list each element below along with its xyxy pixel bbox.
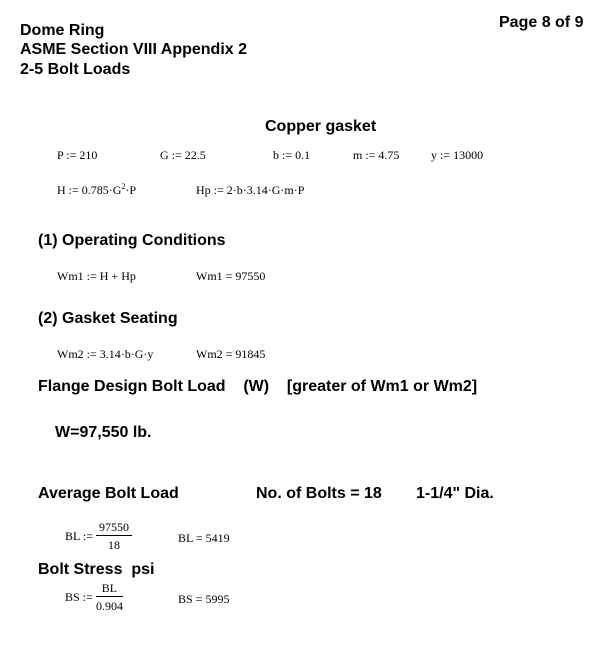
- page-number: Page 8 of 9: [499, 14, 584, 31]
- wm2-formula: Wm2 := 3.14·b·G·y: [57, 347, 154, 361]
- bolt-diameter: 1-1/4" Dia.: [416, 485, 494, 502]
- bolt-stress-heading: Bolt Stress psi: [38, 561, 155, 578]
- pressure-definition: P := 210: [57, 148, 98, 162]
- bolt-count: No. of Bolts = 18: [256, 485, 382, 502]
- bs-result: BS = 5995: [178, 592, 230, 606]
- gasket-load-formula: Hp := 2·b·3.14·G·m·P: [196, 183, 305, 197]
- bs-formula: BS := $\frac{BL}{0.904}$: [65, 581, 123, 613]
- section-heading: 2-5 Bolt Loads: [20, 61, 131, 78]
- flange-design-heading: Flange Design Bolt Load (W) [greater of Wm1 or Wm2]: [38, 378, 478, 395]
- bl-formula: BL := $\frac{97550}{18}$: [65, 520, 132, 553]
- gasket-factor-definition: m := 4.75: [353, 148, 400, 162]
- wm1-result: Wm1 = 97550: [196, 269, 266, 283]
- gasket-diameter-definition: G := 22.5: [160, 148, 206, 162]
- doc-subtitle: ASME Section VIII Appendix 2: [20, 41, 247, 58]
- gasket-title: Copper gasket: [265, 118, 377, 135]
- flange-design-load: W=97,550 lb.: [55, 424, 152, 441]
- end-force-formula: H := $0.785\cdot G^2\cdot P$: [57, 182, 137, 197]
- wm2-result: Wm2 = 91845: [196, 347, 266, 361]
- wm1-formula: Wm1 := H + Hp: [57, 269, 136, 283]
- gasket-width-definition: b := 0.1: [273, 148, 311, 162]
- operating-conditions-heading: (1) Operating Conditions: [38, 232, 226, 249]
- doc-title: Dome Ring: [20, 22, 105, 39]
- bl-result: BL = 5419: [178, 531, 230, 545]
- seating-stress-definition: y := 13000: [431, 148, 484, 162]
- gasket-seating-heading: (2) Gasket Seating: [38, 310, 178, 327]
- average-bolt-load-heading: Average Bolt Load: [38, 485, 179, 502]
